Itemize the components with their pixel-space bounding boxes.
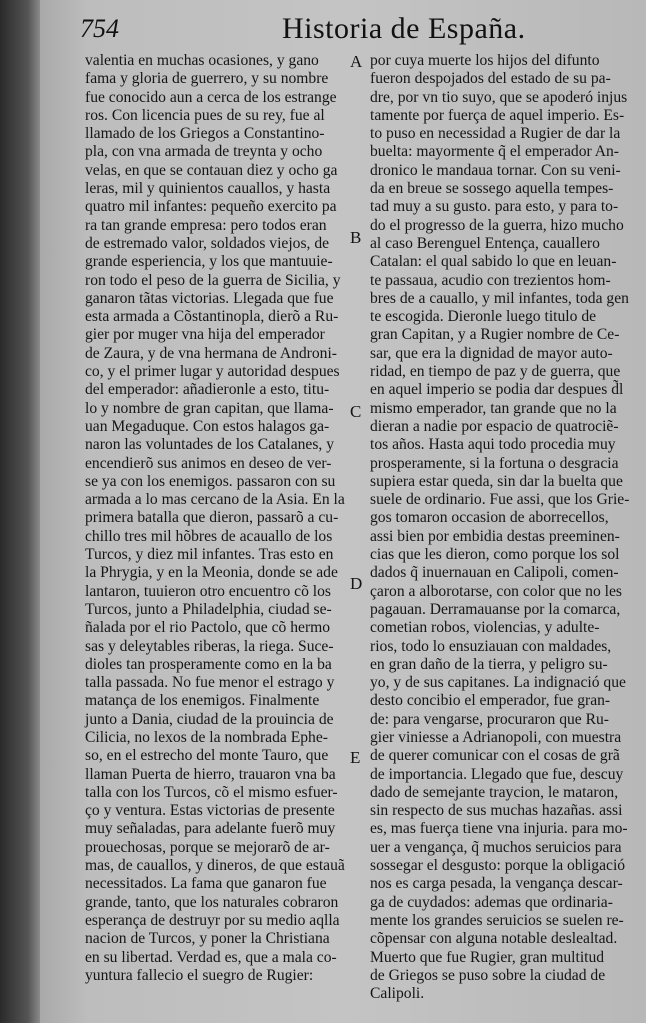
text-line: lantaron, tuuieron otro encuentro cõ los (85, 582, 331, 600)
text-line: Cilicia, no lexos de la nombrada Ephe- (85, 728, 328, 746)
text-line: naron las voluntades de los Catalanes, y (85, 436, 335, 454)
text-line: gos tomaron occasion de aborrecellos, (370, 509, 609, 527)
text-line: Turcos, y diez mil infantes. Tras esto en (85, 546, 334, 564)
text-line: dioles tan prosperamente como en la ba (85, 655, 332, 673)
book-gutter (0, 0, 40, 1023)
margin-marker-d: D (350, 574, 363, 593)
text-line: gran Capitan, y a Rugier nombre de Ce- (370, 326, 620, 344)
text-line: ga de cuydados: ademas que ordinaria- (370, 893, 613, 911)
text-line: tamente por fuerça de aquel imperio. Es- (370, 106, 625, 124)
text-line: de: para vengarse, procuraron que Ru- (370, 710, 610, 728)
text-line: fueron despojados del estado de su pa- (370, 70, 611, 88)
book-page (40, 0, 646, 1023)
text-line: al caso Berenguel Entença, cauallero (370, 234, 600, 252)
text-line: gier viniesse a Adrianopoli, con muestra (370, 728, 622, 746)
right-column (370, 52, 640, 1003)
text-line: ñalada por el rio Pactolo, que cõ hermo (85, 619, 331, 637)
text-line: Calipoli. (370, 985, 425, 1003)
text-line: valentia en muchas ocasiones, y gano (85, 52, 319, 69)
text-line: necessitados. La fama que ganaron fue (85, 875, 327, 893)
text-line: muy señaladas, para adelante fuerõ muy (85, 820, 336, 838)
text-line: ros. Con licencia pues de su rey, fue al (85, 106, 325, 124)
text-line: talla passada. No fue menor el estrago y (85, 674, 335, 692)
text-line: do el progresso de la guerra, hizo mucho (370, 216, 624, 234)
text-line: ra tan grande empresa: pero todos eran (85, 216, 327, 234)
text-line: tos años. Hasta aqui todo procedia muy (370, 436, 616, 454)
text-line: cõpensar con alguna notable deslealtad. (370, 930, 618, 948)
text-line: te escogida. Dieronle luego titulo de (370, 308, 597, 326)
text-line: se ya con los enemigos. passaron con su (85, 472, 336, 490)
text-line: sin respecto de sus muchas hazañas. assi (370, 802, 623, 820)
text-line: en gran daño de la tierra, y peligro su- (370, 655, 608, 673)
text-line: bres de a cauallo, y mil infantes, toda gen (370, 289, 629, 307)
text-line: de importancia. Llegado que fue, descuy (370, 765, 624, 783)
text-line: çaron a alborotarse, con color que no les (370, 582, 622, 600)
text-line: prosperamente, si la fortuna o desgracia (370, 454, 619, 472)
text-line: sas y deleytables riberas, la riega. Suce- (85, 637, 334, 655)
text-line: junto a Dania, ciudad de la prouincia de (85, 710, 334, 728)
text-line: pla, con vna armada de treynta y ocho (85, 143, 323, 161)
text-line: por cuya muerte los hijos del difunto (370, 52, 600, 69)
text-line: buelta: mayormente q̃ el emperador An- (370, 143, 619, 161)
text-line: leras, mil y quinientos cauallos, y hasta (85, 180, 331, 198)
text-line: de querer comunicar con el cosas de grã (370, 747, 620, 765)
text-line: la Phrygia, y en la Meonia, donde se ade (85, 564, 338, 582)
text-line: nacion de Turcos, y poner la Christiana (85, 930, 330, 948)
text-line: tad muy a su gusto. para esto, y para to- (370, 198, 619, 216)
text-line: yuntura fallecio el suegro de Rugier: (85, 966, 314, 984)
text-line: grande, tanto, que los naturales cobraron (85, 893, 339, 911)
text-line: quatro mil infantes: pequeño exercito pa (85, 198, 337, 216)
margin-marker-c: C (350, 402, 362, 421)
text-line: en su libertad. Verdad es, que a mala co- (85, 948, 337, 966)
text-line: to puso en necessidad a Rugier de dar la (370, 125, 621, 143)
text-line: ridad, en tiempo de paz y de guerra, que (370, 363, 621, 381)
margin-marker-e: E (350, 748, 361, 767)
text-line: supiera estar queda, sin dar la buelta que (370, 472, 623, 490)
text-line: matança de los enemigos. Finalmente (85, 692, 320, 710)
text-line: mismo emperador, tan grande que no la (370, 399, 617, 417)
text-line: te passaua, acudio con trezientos hom- (370, 271, 611, 289)
text-line: llaman Puerta de hierro, trauaron vna ba (85, 765, 336, 783)
text-line: pagauan. Derramauanse por la comarca, (370, 600, 621, 618)
text-line: yo, y de sus capitanes. La indignació que (370, 674, 626, 692)
text-line: cometian robos, violencias, y adulte- (370, 619, 600, 637)
text-line: ço y ventura. Estas victorias de presente (85, 802, 335, 820)
text-line: Catalan: el qual sabido lo que en leuan- (370, 253, 617, 271)
text-line: assi bien por embidia destas preeminen- (370, 527, 620, 545)
text-line: de Griegos se puso sobre la ciudad de (370, 966, 606, 984)
text-line: ron todo el peso de la guerra de Sicilia, y (85, 271, 341, 289)
text-line: grande esperiencia, y los que mantuuie- (85, 253, 333, 271)
text-line: uan Megaduque. Con estos halagos ga- (85, 417, 330, 435)
page-header (40, 14, 646, 54)
text-line: desto concibio el emperador, fue gran- (370, 692, 611, 710)
text-line: da en breue se sossego aquella tempes- (370, 180, 614, 198)
text-line: de estremado valor, soldados viejos, de (85, 234, 330, 252)
text-line: esta armada a Cõstantinopla, dierõ a Ru- (85, 308, 339, 326)
text-line: esperança de destruyr por su medio aqlla (85, 911, 340, 929)
text-line: prouechosas, porque se mejorarõ de ar- (85, 838, 330, 856)
text-line: dados q̃ inuernauan en Calipoli, comen- (370, 564, 619, 582)
text-line: fama y gloria de guerrero, y su nombre (85, 70, 329, 88)
text-line: dre, por vn tio suyo, que se apoderó injus (370, 88, 628, 106)
text-line: armada a lo mas cercano de la Asia. En la (85, 491, 345, 509)
text-line: de Zaura, y de vna hermana de Androni- (85, 344, 337, 362)
text-line: suele de ordinario. Fue assi, que los Grie- (370, 491, 630, 509)
text-line: Muerto que fue Rugier, gran multitud (370, 948, 605, 966)
text-line: rios, todo lo ensuziauan con maldades, (370, 637, 612, 655)
text-line: llamado de los Griegos a Constantino- (85, 125, 325, 143)
text-line: mas, de cauallos, y dineros, de que estauã (85, 857, 345, 875)
text-line: velas, en que se contauan diez y ocho ga (85, 161, 338, 179)
running-head: Historia de España. (282, 12, 526, 45)
text-line: encendierõ sus animos en deseo de ver- (85, 454, 332, 472)
text-line: del emperador: añadieronle a esto, titu- (85, 381, 330, 399)
text-line: dronico le mandaua tornar. Con su veni- (370, 161, 621, 179)
text-line: dieran a nadie por espacio de quatrociẽ- (370, 417, 619, 435)
text-line: ganaron tãtas victorias. Llegada que fue (85, 289, 334, 307)
text-line: dado de semejante traycion, le mataron, (370, 783, 619, 801)
text-line: sossegar el desgusto: porque la obligació (370, 857, 626, 875)
text-line: cias que les dieron, como porque los sol (370, 546, 620, 564)
text-line: co, y el primer lugar y autoridad despues (85, 363, 340, 381)
text-line: chillo tres mil hõbres de acauallo de los (85, 527, 333, 545)
text-line: sar, que era la dignidad de mayor auto- (370, 344, 613, 362)
text-line: gier por muger vna hija del emperador (85, 326, 325, 344)
text-line: fue conocido aun a cerca de los estrange (85, 88, 337, 106)
text-line: so, en el estrecho del monte Tauro, que (85, 747, 329, 765)
text-line: es, mas fuerça tiene vna injuria. para mo- (370, 820, 628, 838)
text-line: talla con los Turcos, cõ el mismo esfuer- (85, 783, 338, 801)
left-column (85, 52, 390, 985)
text-line: Turcos, junto a Philadelphia, ciudad se- (85, 600, 332, 618)
text-line: nos es carga pesada, la vengança descar- (370, 875, 623, 893)
page-number: 754 (80, 14, 119, 43)
text-line: en aquel imperio se podia dar despues d̃l (370, 381, 624, 399)
text-line: lo y nombre de gran capitan, que llama- (85, 399, 334, 417)
text-line: primera batalla que dieron, passarõ a cu- (85, 509, 339, 527)
text-line: uer a vengança, q̃ muchos seruicios para (370, 838, 622, 856)
margin-marker-a: A (350, 52, 363, 71)
text-line: mente los grandes seruicios se suelen re- (370, 911, 624, 929)
margin-marker-b: B (350, 228, 362, 247)
